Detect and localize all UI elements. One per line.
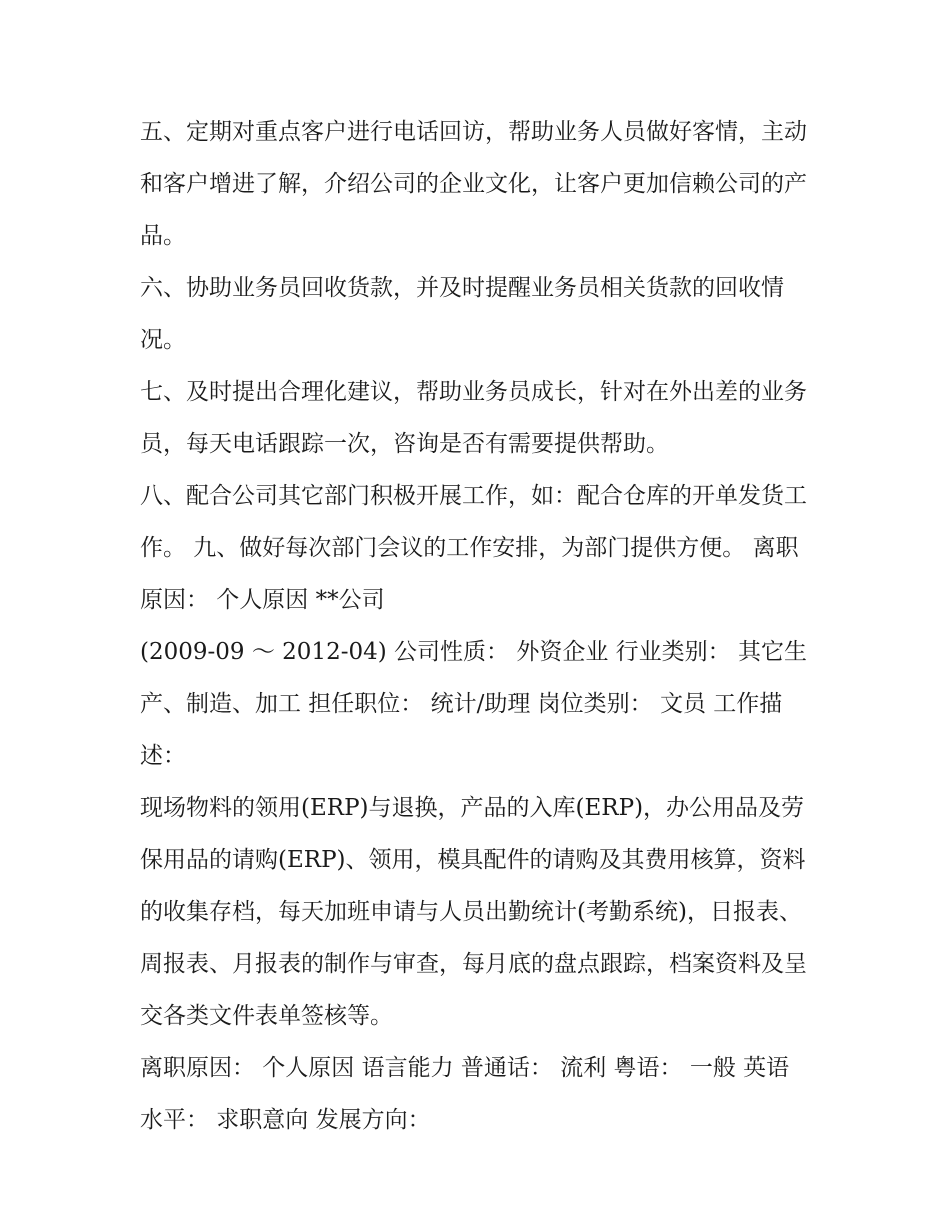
language-skills-paragraph: 离职原因： 个人原因 语言能力 普通话： 流利 粤语： 一般 英语水平： 求职意向 发展方向： [140,1055,790,1133]
document-body [140,106,812,1146]
paragraph-item-6: 六、协助业务员回收货款，并及时提醒业务员相关货款的回收情况。 [140,275,784,353]
job-description-paragraph: 现场物料的领用(ERP)与退换，产品的入库(ERP)，办公用品及劳保用品的请购(ERP)、领用，模具配件的请购及其费用核算，资料的收集存档，每天加班申请与人员出勤统计(考勤系统)，日报表、周报表、月报表的制作与审查，每月底的盘点跟踪，档案资料及呈交各类文件表单签核等。 [140,795,807,1029]
job-info-paragraph: (2009-09 ～ 2012-04) 公司性质： 外资企业 行业类别： 其它生产、制造、加工 担任职位： 统计/助理 岗位类别： 文员 工作描述： [140,639,807,769]
paragraph-item-7: 七、及时提出合理化建议，帮助业务员成长，针对在外出差的业务员，每天电话跟踪一次，咨询是否有需要提供帮助。 [140,379,807,457]
paragraph-item-8-9: 八、配合公司其它部门积极开展工作，如：配合仓库的开单发货工作。 九、做好每次部门会议的工作安排，为部门提供方便。 离职原因： 个人原因 **公司 [140,483,807,613]
paragraph-item-5: 五、定期对重点客户进行电话回访，帮助业务人员做好客情，主动和客户增进了解，介绍公司的企业文化，让客户更加信赖公司的产品。 [140,119,807,249]
